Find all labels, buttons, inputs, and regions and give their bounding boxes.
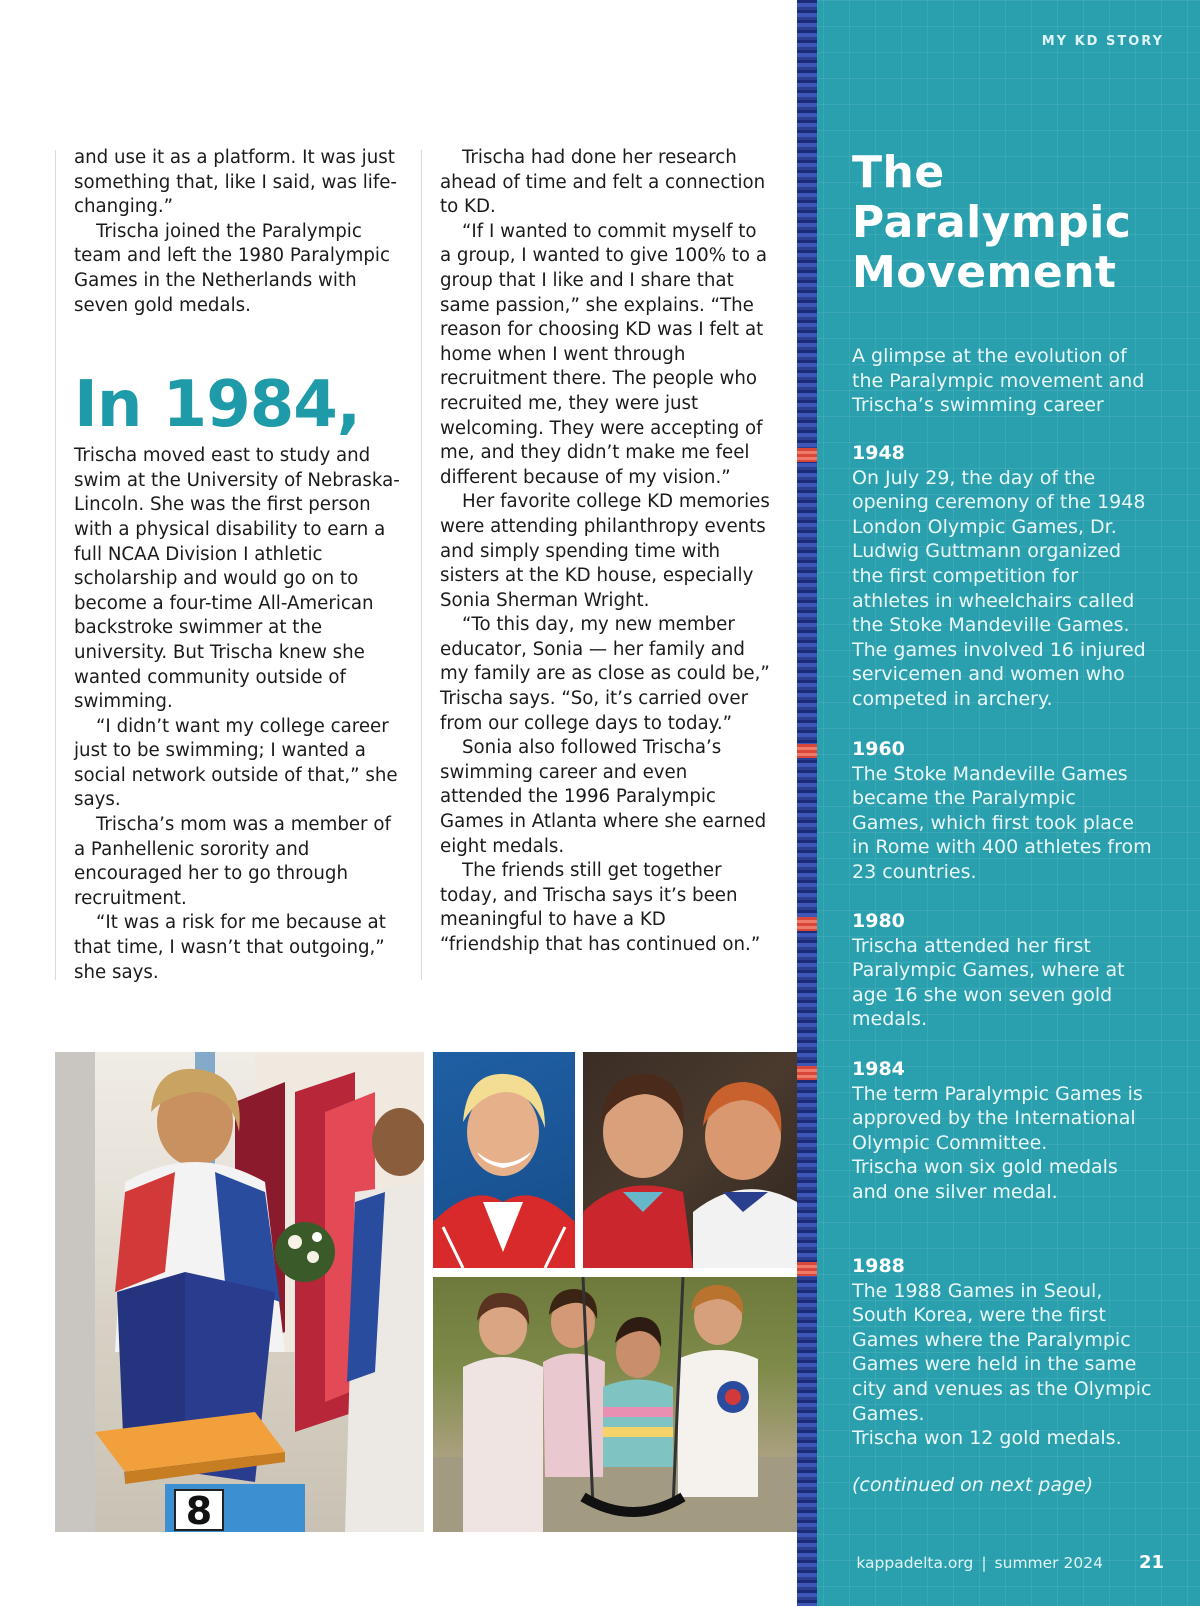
lane-rope-marker xyxy=(797,917,817,931)
lane-rope-marker xyxy=(797,744,817,758)
timeline-text: On July 29, the day of the opening ceremony of the 1948 London Olympic Games, Dr. Ludwig Guttmann organized the first competition for athletes in wheelchairs called the Stoke Mandeville Games. The games involved 16 injured servicemen and women who competed in archery. xyxy=(852,466,1146,710)
column-rule-middle xyxy=(421,150,422,980)
group-photo xyxy=(433,1277,797,1532)
article-paragraph: The friends still get together today, and Trischa says it’s been meaningful to have a KD “friendship that has continued on.” xyxy=(440,860,761,955)
footer-site: kappadelta.org xyxy=(856,1554,974,1572)
article-paragraph: and use it as a platform. It was just something that, like I said, was life-changing.” xyxy=(74,147,397,218)
timeline-entry xyxy=(852,1057,1152,1205)
timeline-entry xyxy=(852,1254,1152,1451)
timeline-text: The Stoke Mandeville Games became the Paralympic Games, which first took place in Rome with 400 athletes from 23 countries. xyxy=(852,762,1152,883)
timeline-text: The term Paralympic Games is approved by the International Olympic Committee. xyxy=(852,1082,1143,1154)
sidebar-title xyxy=(852,148,1172,298)
portrait-photo xyxy=(433,1052,575,1268)
article-column-2 xyxy=(440,146,770,958)
lane-rope-marker xyxy=(797,1262,817,1276)
sidebar-title-line: Movement xyxy=(852,247,1117,298)
article-paragraph: “If I wanted to commit myself to a group, I wanted to give 100% to a group that I like and I share that same passion,” she explains. “The reason for choosing KD was I felt at home when I went through recruitment there. The people who recruited me, they were just welcoming. They were accepting of me, and they didn’t make me feel different because of my vision.” xyxy=(440,220,767,488)
article-paragraph: Trischa’s mom was a member of a Panhellenic sorority and encouraged her to go through recruitment. xyxy=(74,814,391,909)
timeline-text: The 1988 Games in Seoul, South Korea, were the first Games where the Paralympic Games were held in the same city and venues as the Olympic Games. xyxy=(852,1279,1152,1425)
article-paragraph: Trischa moved east to study and swim at the University of Nebraska-Lincoln. She was the first person with a physical disability to earn a full NCAA Division I athletic scholarship and would go on to become a four-time All-American backstroke swimmer at the university. But Trischa knew she wanted community outside of swimming. xyxy=(74,445,400,713)
continued-note: (continued on next page) xyxy=(852,1474,1094,1496)
timeline-year: 1984 xyxy=(852,1058,905,1080)
article-paragraph: “To this day, my new member educator, Sonia — her family and my family are as close as could be,” Trischa says. “So, it’s carried over from our college days to today.” xyxy=(440,614,770,734)
lane-rope-marker xyxy=(797,448,817,462)
timeline-year: 1980 xyxy=(852,910,905,932)
sidebar-intro: A glimpse at the evolution of the Paralympic movement and Trischa’s swimming career xyxy=(852,345,1145,417)
timeline-year: 1988 xyxy=(852,1255,905,1277)
timeline-entry xyxy=(852,909,1152,1032)
article-paragraph: Trischa joined the Paralympic team and left the 1980 Paralympic Games in the Netherlands with seven gold medals. xyxy=(74,220,390,316)
article-paragraph: “I didn’t want my college career just to be swimming; I wanted a social network outside of that,” she says. xyxy=(74,715,398,811)
page-number: 21 xyxy=(1138,1552,1164,1573)
friends-photo xyxy=(583,1052,797,1268)
article-column-1 xyxy=(74,146,400,985)
timeline-year: 1960 xyxy=(852,738,905,760)
podium-photo xyxy=(55,1052,424,1532)
article-paragraph: Sonia also followed Trischa’s swimming career and even attended the 1996 Paralympic Games in Atlanta where she earned eight medals. xyxy=(440,737,767,857)
lane-rope-divider xyxy=(797,0,817,1606)
article-paragraph: Her favorite college KD memories were attending philanthropy events and simply spending time with sisters at the KD house, especially Sonia Sherman Wright. xyxy=(440,491,770,611)
timeline-entry xyxy=(852,737,1152,885)
timeline-year: 1948 xyxy=(852,442,905,464)
timeline-entry xyxy=(852,441,1152,712)
timeline-text: Trischa attended her first Paralympic Games, where at age 16 she won seven gold medals. xyxy=(852,934,1125,1031)
article-paragraph: Trischa had done her research ahead of time and felt a connection to KD. xyxy=(440,147,766,218)
page-footer xyxy=(856,1552,1164,1573)
sidebar-title-line: The xyxy=(852,147,945,198)
sidebar-title-line: Paralympic xyxy=(852,197,1132,248)
timeline-text: Trischa won 12 gold medals. xyxy=(852,1427,1122,1450)
footer-separator: | xyxy=(981,1554,987,1572)
column-rule-left xyxy=(55,150,56,980)
lane-number-label: 8 xyxy=(185,1489,213,1532)
lane-rope-marker xyxy=(797,1066,817,1080)
article-paragraph: “It was a risk for me because at that time, I wasn’t that outgoing,” she says. xyxy=(74,912,386,983)
article-section-heading: In 1984, xyxy=(74,368,361,443)
footer-issue: summer 2024 xyxy=(994,1554,1103,1572)
timeline-text: Trischa won six gold medals and one silver medal. xyxy=(852,1156,1118,1203)
section-tag: MY KD STORY xyxy=(1041,34,1164,49)
